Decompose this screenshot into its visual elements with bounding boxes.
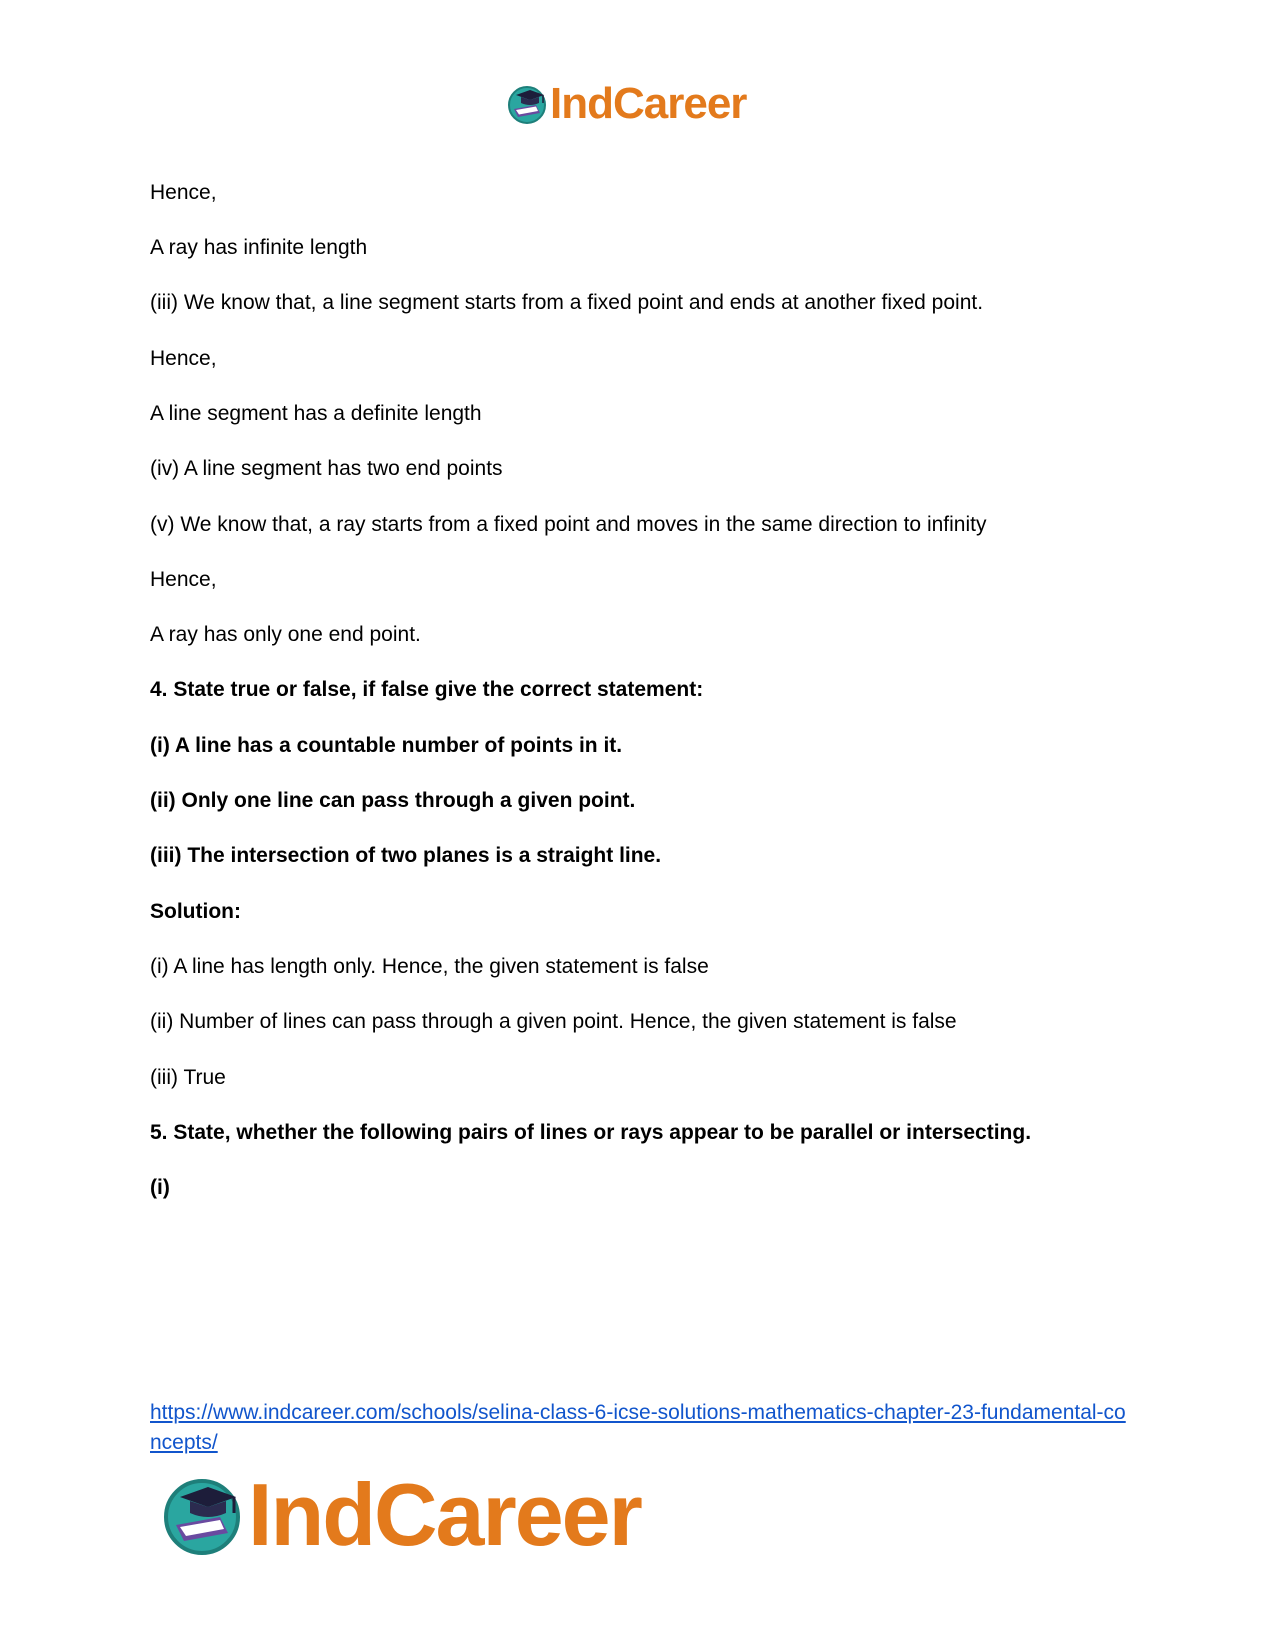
paragraph: (v) We know that, a ray starts from a fixed point and moves in the same direction to infinity (150, 513, 987, 536)
paragraph: (iii) We know that, a line segment starts from a fixed point and ends at another fixed point. (150, 291, 984, 314)
question-heading: 4. State true or false, if false give the correct statement: (150, 678, 704, 701)
header-logo (506, 80, 746, 128)
paragraph: (iv) A line segment has two end points (150, 457, 503, 480)
paragraph: Hence, (150, 181, 217, 204)
paragraph: Hence, (150, 568, 217, 591)
solution-heading: Solution: (150, 900, 241, 923)
answer-item: (i) A line has length only. Hence, the given statement is false (150, 955, 709, 978)
logo-wordmark: IndCareer (550, 79, 747, 128)
footer-logo (160, 1465, 641, 1564)
paragraph: Hence, (150, 347, 217, 370)
question-item: (i) (150, 1176, 170, 1199)
question-item: (i) A line has a countable number of points in it. (150, 734, 623, 757)
source-link[interactable]: https://www.indcareer.com/schools/selina-class-6-icse-solutions-mathematics-chapter-23-fundamental-concepts/ (150, 1401, 1126, 1454)
question-item: (ii) Only one line can pass through a given point. (150, 789, 636, 812)
question-item: (iii) The intersection of two planes is a straight line. (150, 844, 662, 867)
answer-item: (iii) True (150, 1066, 226, 1089)
paragraph: A ray has only one end point. (150, 623, 421, 646)
question-heading: 5. State, whether the following pairs of lines or rays appear to be parallel or intersecting. (150, 1121, 1032, 1144)
globe-book-cap-icon (160, 1473, 244, 1557)
paragraph: A ray has infinite length (150, 236, 368, 259)
logo-wordmark: IndCareer (248, 1465, 641, 1564)
globe-book-cap-icon (506, 83, 548, 125)
answer-item: (ii) Number of lines can pass through a given point. Hence, the given statement is false (150, 1010, 957, 1033)
paragraph: A line segment has a definite length (150, 402, 482, 425)
